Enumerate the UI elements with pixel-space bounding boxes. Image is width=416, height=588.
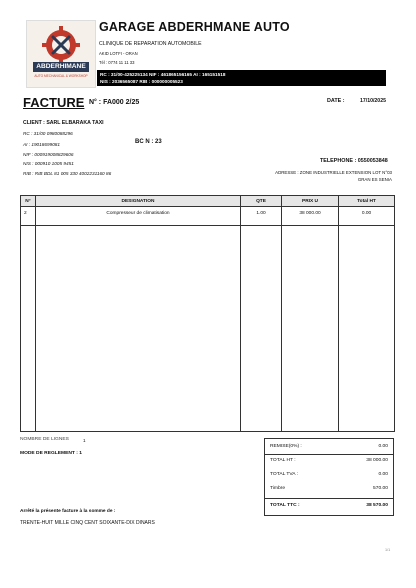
lines-count-value: 1	[83, 438, 86, 443]
client-nif: NIF : 000919008829606	[23, 152, 74, 157]
lines-count-label: NOMBRE DE LIGNES	[20, 437, 69, 442]
header-quantity: QTE	[241, 196, 282, 207]
cell-total-ht: 0.00	[339, 207, 395, 226]
stamp-label: Timbre	[270, 486, 286, 491]
company-phone: Tél : 0774 11 11 33	[99, 60, 135, 65]
amount-in-words: TRENTE-HUIT MILLE CINQ CENT SOIXANTE-DIX DINARS	[20, 520, 155, 526]
bc-number: BC N : 23	[135, 139, 162, 145]
company-registration-bar	[97, 70, 386, 86]
cell-designation: Compresseur de climatisation	[36, 207, 241, 226]
company-activity: CLINIQUE DE REPARATION AUTOMOBILE	[99, 41, 202, 47]
client-ai: AI : 19018699081	[23, 142, 61, 147]
total-ht-label: TOTAL HT :	[270, 458, 296, 463]
logo-subtitle: AUTO MECHANICAL & WORKSHOP	[34, 74, 88, 78]
total-ttc-label: TOTAL TTC :	[270, 503, 300, 508]
company-location: AKID LOTFI - ORAN	[99, 51, 138, 56]
company-nis-line: NIS : 2036565087 RIB : 000000005523	[100, 79, 183, 84]
header-number: N°	[21, 196, 36, 207]
table-header-row	[21, 196, 395, 207]
client-telephone: TELEPHONE : 0550053848	[320, 158, 388, 164]
invoice-date: 17/10/2025	[360, 98, 386, 104]
invoice-title: FACTURE	[23, 95, 85, 110]
totals-divider	[265, 454, 393, 455]
cell-unit-price: 38 000.00	[282, 207, 339, 226]
header-unit-price: PRIX U	[282, 196, 339, 207]
client-rc: RC : 31/00 0980088296	[23, 131, 73, 136]
invoice-date-label: DATE :	[327, 98, 345, 104]
client-address-line1: ADRESSE : ZONE INDUSTRIELLE EXTENSION LOT N°03	[275, 170, 392, 175]
total-ht-value: 38 000.00	[366, 458, 388, 463]
company-rc-line: RC : 31/00-425225134 NIF : 461865156165 AI : 165151518	[100, 72, 226, 77]
payment-mode: MODE DE REGLEMENT : 1	[20, 451, 82, 456]
amount-statement-label: Arrêté la présente facture à la somme de :	[20, 509, 116, 514]
client-rib: RIB : RIB BDL 81 005 330 4002231160 86	[23, 171, 112, 176]
table-row	[21, 207, 395, 226]
total-ttc-value: 38 570.00	[366, 503, 388, 508]
discount-label: REMISE(0%) :	[270, 444, 302, 449]
header-designation: DESIGNATION	[36, 196, 241, 207]
invoice-number: N° : FA000 2/25	[89, 99, 140, 106]
items-table	[20, 195, 395, 432]
total-tva-label: TOTAL TVA :	[270, 472, 298, 477]
table-empty-row	[21, 226, 395, 432]
total-tva-value: 0.00	[378, 472, 388, 477]
client-name: CLIENT : SARL ELBARAKA TAXI	[23, 120, 104, 126]
logo-title: ABDERHIMANE	[36, 63, 86, 70]
totals-box	[264, 438, 394, 516]
cell-quantity: 1.00	[241, 207, 282, 226]
totals-divider	[265, 498, 393, 499]
cell-number: 2	[21, 207, 36, 226]
company-logo	[26, 20, 96, 88]
company-name: GARAGE ABDERHMANE AUTO	[99, 20, 290, 34]
client-nis: NIS : 000910 1005 9451	[23, 161, 74, 166]
discount-value: 0.00	[378, 444, 388, 449]
stamp-value: 570.00	[373, 486, 388, 491]
page-number: 1/1	[385, 548, 391, 552]
header-total-ht: Total HT	[339, 196, 395, 207]
client-address-line2: GRAN ES SENIA	[357, 177, 392, 182]
